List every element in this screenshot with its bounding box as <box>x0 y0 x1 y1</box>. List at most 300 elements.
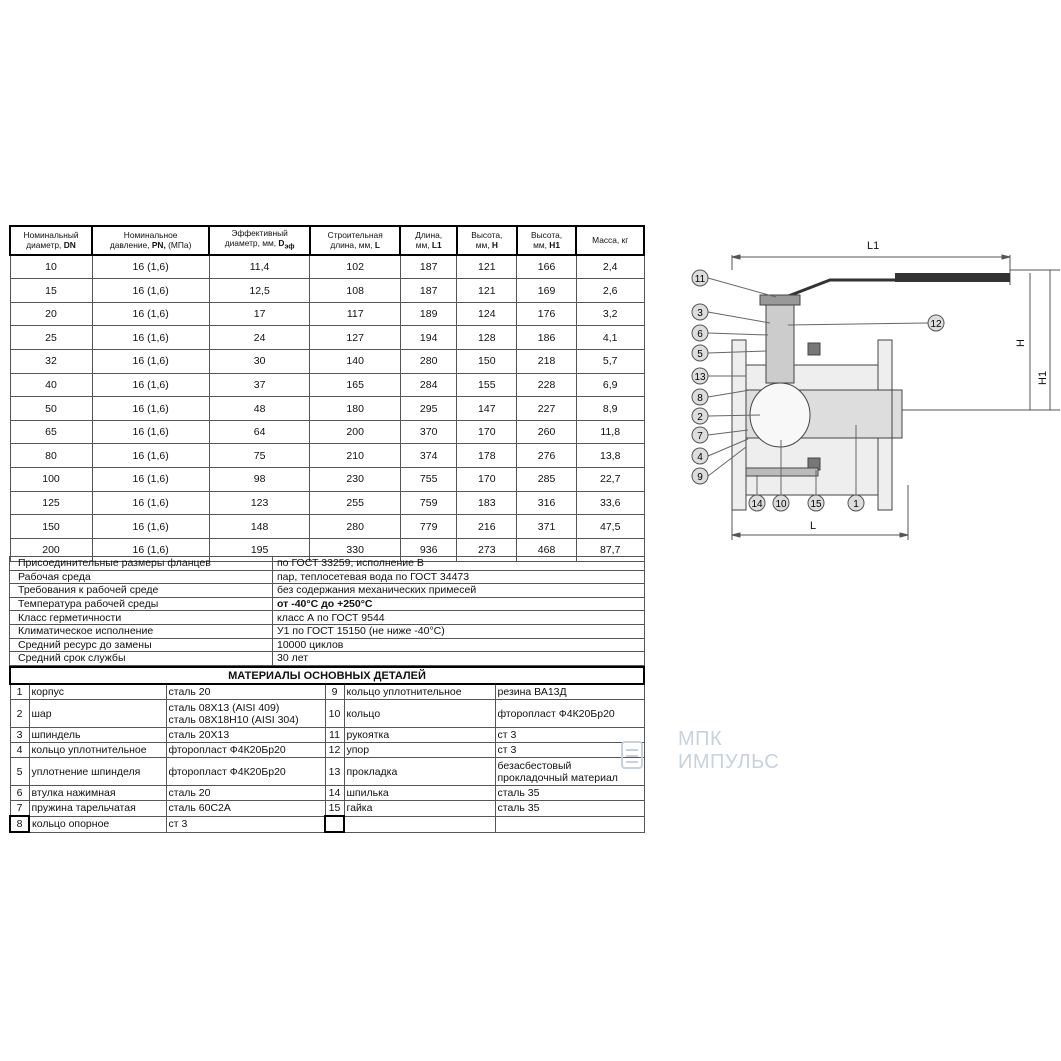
spec-header-text: мм, <box>415 240 432 251</box>
spec-cell: 169 <box>517 279 577 303</box>
spec-cell: 16 (1,6) <box>92 326 209 350</box>
part-number <box>325 743 344 758</box>
part-name-text: шпилька <box>346 787 389 799</box>
spec-cell: 284 <box>400 373 457 397</box>
spec-cell: 195 <box>209 538 310 562</box>
spec-cell: 936 <box>400 538 457 562</box>
spec-cell: 189 <box>400 302 457 326</box>
property-row <box>10 624 645 638</box>
part-name <box>29 816 166 832</box>
spec-cell: 276 <box>517 444 577 468</box>
part-name <box>29 728 166 743</box>
part-number-text: 7 <box>16 802 23 814</box>
spec-header-text: мм, <box>475 240 492 251</box>
spec-row <box>10 397 644 421</box>
part-name-text: шпиндель <box>31 729 81 741</box>
spec-row <box>10 468 644 492</box>
spec-header-line-1: Номинальное <box>123 230 178 241</box>
spec-cell: 187 <box>400 255 457 279</box>
spec-header-suffix: эф <box>284 243 295 251</box>
spec-cell: 20 <box>10 302 92 326</box>
watermark-line-2: ИМПУЛЬС <box>678 751 780 773</box>
spec-header-cell <box>400 226 457 255</box>
part-name-text: кольцо <box>346 707 381 720</box>
spec-cell: 16 (1,6) <box>92 397 209 421</box>
svg-text:4: 4 <box>697 452 703 463</box>
watermark <box>648 728 779 774</box>
svg-text:11: 11 <box>694 274 706 285</box>
spec-cell: 37 <box>209 373 310 397</box>
part-material <box>495 684 644 700</box>
spec-body <box>10 255 644 562</box>
spec-cell: 17 <box>209 302 310 326</box>
watermark-line-1: МПК <box>678 728 723 750</box>
spec-cell: 150 <box>457 350 517 374</box>
spec-header-line-2 <box>520 240 574 250</box>
part-name <box>344 758 495 786</box>
part-name <box>344 684 495 700</box>
part-number-text: 12 <box>328 744 341 756</box>
spec-header-cell <box>10 226 92 255</box>
part-name-text: корпус <box>31 686 64 698</box>
spec-header-line-1: Масса, кг <box>592 235 629 246</box>
property-value: У1 по ГОСТ 15150 (не ниже -40°С) <box>273 624 645 638</box>
spec-header-text: длина, мм, <box>330 240 375 251</box>
spec-cell: 40 <box>10 373 92 397</box>
material-line: сталь 20 <box>168 787 211 799</box>
spec-cell: 779 <box>400 515 457 539</box>
part-name-text: рукоятка <box>346 729 390 741</box>
spec-cell: 16 (1,6) <box>92 420 209 444</box>
spec-cell: 2,6 <box>576 279 644 303</box>
part-number <box>325 786 344 801</box>
materials-title: МАТЕРИАЛЫ ОСНОВНЫХ ДЕТАЛЕЙ <box>10 667 644 684</box>
spec-cell: 16 (1,6) <box>92 515 209 539</box>
part-material <box>495 786 644 801</box>
part-material <box>166 700 325 728</box>
spec-cell: 3,2 <box>576 302 644 326</box>
spec-cell: 468 <box>517 538 577 562</box>
spec-cell: 16 (1,6) <box>92 279 209 303</box>
part-number-text: 9 <box>331 686 338 698</box>
property-label: Класс герметичности <box>10 611 273 625</box>
property-label: Средний ресурс до замены <box>10 638 273 652</box>
spec-cell: 280 <box>400 350 457 374</box>
spec-cell: 121 <box>457 255 517 279</box>
property-label: Рабочая среда <box>10 570 273 584</box>
part-name <box>29 801 166 817</box>
material-line: сталь 60С2А <box>168 802 231 815</box>
spec-cell: 165 <box>310 373 400 397</box>
materials-table <box>9 666 645 833</box>
spec-cell: 16 (1,6) <box>92 468 209 492</box>
part-name <box>29 758 166 786</box>
svg-text:10: 10 <box>775 499 787 510</box>
spec-cell: 33,6 <box>576 491 644 515</box>
material-line: фторопласт Ф4К20Бр20 <box>497 707 615 720</box>
part-material <box>495 700 644 728</box>
part-name <box>344 728 495 743</box>
spec-header-line-1: Высота, <box>471 230 503 241</box>
part-name-text: гайка <box>346 802 373 815</box>
spec-header-line-2 <box>13 240 89 250</box>
spec-cell: 75 <box>209 444 310 468</box>
part-number-text: 1 <box>16 686 23 698</box>
part-name <box>29 786 166 801</box>
dim-H1-label: H1 <box>1037 370 1049 385</box>
part-name-text: втулка нажимная <box>31 787 116 799</box>
spec-cell: 13,8 <box>576 444 644 468</box>
spec-header-line-1: Эффективный <box>231 228 288 238</box>
spec-header-suffix: (МПа) <box>165 240 192 251</box>
part-name-text: пружина тарельчатая <box>31 802 136 815</box>
dim-L1-label: L1 <box>867 240 880 252</box>
property-label: Требования к рабочей среде <box>10 584 273 598</box>
part-number <box>325 728 344 743</box>
spec-cell: 218 <box>517 350 577 374</box>
part-number-text: 13 <box>328 765 341 778</box>
spec-cell: 316 <box>517 491 577 515</box>
part-material <box>495 801 644 817</box>
part-material <box>166 758 325 786</box>
spec-header-line-2 <box>95 240 206 250</box>
material-line: сталь 35 <box>497 787 540 799</box>
spec-header-cell <box>92 226 209 255</box>
spec-header-symbol: D <box>278 238 285 248</box>
spec-cell: 80 <box>10 444 92 468</box>
spec-cell: 16 (1,6) <box>92 444 209 468</box>
spec-header-line-2 <box>212 238 307 253</box>
svg-text:1: 1 <box>853 499 859 510</box>
property-label: Средний срок службы <box>10 652 273 666</box>
property-value: без содержания механических примесей <box>273 584 645 598</box>
property-label: Климатическое исполнение <box>10 624 273 638</box>
spec-cell: 178 <box>457 444 517 468</box>
spec-cell: 2,4 <box>576 255 644 279</box>
spec-cell: 759 <box>400 491 457 515</box>
spec-cell: 230 <box>310 468 400 492</box>
spec-header-cell <box>517 226 577 255</box>
spec-header-symbol: L1 <box>431 240 442 251</box>
spec-header-cell <box>457 226 517 255</box>
spec-cell: 295 <box>400 397 457 421</box>
svg-text:14: 14 <box>751 499 763 510</box>
part-name <box>29 684 166 700</box>
part-material <box>166 684 325 700</box>
material-row <box>10 728 644 743</box>
part-number-text: 2 <box>16 707 23 720</box>
part-name-text: уплотнение шпинделя <box>31 765 141 778</box>
part-name <box>344 786 495 801</box>
spec-row <box>10 444 644 468</box>
spec-cell: 374 <box>400 444 457 468</box>
spec-cell: 200 <box>310 420 400 444</box>
spec-cell: 25 <box>10 326 92 350</box>
part-name-text: упор <box>346 744 370 756</box>
part-number <box>325 684 344 700</box>
spec-header-cell <box>209 226 310 255</box>
part-name <box>29 743 166 758</box>
property-value: 10000 циклов <box>273 638 645 652</box>
spec-header-line-1: Строительная <box>327 230 383 241</box>
ball-valve-drawing <box>680 225 1060 545</box>
spec-row <box>10 420 644 444</box>
spec-cell: 147 <box>457 397 517 421</box>
handle-shape <box>765 273 1010 305</box>
spec-cell: 186 <box>517 326 577 350</box>
spec-cell: 183 <box>457 491 517 515</box>
part-name-text: прокладка <box>346 765 398 778</box>
part-number-text: 4 <box>16 744 23 756</box>
spec-header-row <box>10 226 644 255</box>
material-line: ст 3 <box>497 744 517 756</box>
spec-row <box>10 326 644 350</box>
callout-3 <box>692 304 770 323</box>
part-number-text: 8 <box>16 818 23 830</box>
part-number <box>325 801 344 817</box>
property-value: 30 лет <box>273 652 645 666</box>
spec-cell: 10 <box>10 255 92 279</box>
spec-cell: 128 <box>457 326 517 350</box>
part-name <box>344 743 495 758</box>
spec-cell: 47,5 <box>576 515 644 539</box>
part-number <box>10 728 29 743</box>
spec-cell: 48 <box>209 397 310 421</box>
svg-text:15: 15 <box>810 499 822 510</box>
spec-cell: 285 <box>517 468 577 492</box>
spec-cell: 98 <box>209 468 310 492</box>
spec-cell: 108 <box>310 279 400 303</box>
spec-cell: 127 <box>310 326 400 350</box>
spec-cell: 227 <box>517 397 577 421</box>
part-material <box>166 816 325 832</box>
property-row <box>10 557 645 571</box>
svg-text:2: 2 <box>697 412 703 423</box>
material-line: ст 3 <box>497 729 517 741</box>
part-name <box>344 700 495 728</box>
spec-row <box>10 279 644 303</box>
spec-header-cell <box>576 226 644 255</box>
spec-cell: 11,4 <box>209 255 310 279</box>
material-line: прокладочный материал <box>497 771 618 784</box>
svg-text:12: 12 <box>930 319 942 330</box>
part-number-text: 15 <box>328 802 341 814</box>
spec-cell: 210 <box>310 444 400 468</box>
spec-row <box>10 515 644 539</box>
part-number-text: 11 <box>329 729 340 741</box>
spec-cell: 4,1 <box>576 326 644 350</box>
property-row <box>10 597 645 611</box>
dim-L-label: L <box>810 520 817 532</box>
spec-cell: 170 <box>457 468 517 492</box>
part-number <box>325 816 344 832</box>
spec-cell: 50 <box>10 397 92 421</box>
property-label: Присоединительные размеры фланцев <box>10 557 273 571</box>
spec-header-line-2 <box>460 240 514 250</box>
materials-title-row <box>10 667 644 684</box>
material-line: безасбестовый <box>497 759 572 772</box>
property-value: по ГОСТ 33259, исполнение В <box>273 557 645 571</box>
spec-cell: 200 <box>10 538 92 562</box>
spec-cell: 64 <box>209 420 310 444</box>
spec-cell: 87,7 <box>576 538 644 562</box>
spec-cell: 166 <box>517 255 577 279</box>
part-number <box>325 700 344 728</box>
material-row <box>10 684 644 700</box>
property-row <box>10 652 645 666</box>
part-name <box>344 801 495 817</box>
spec-cell: 15 <box>10 279 92 303</box>
spec-cell: 121 <box>457 279 517 303</box>
spec-cell: 5,7 <box>576 350 644 374</box>
spec-cell: 194 <box>400 326 457 350</box>
spec-cell: 16 (1,6) <box>92 255 209 279</box>
spec-header-line-1: Высота, <box>531 230 563 241</box>
spec-cell: 187 <box>400 279 457 303</box>
material-line: фторопласт Ф4К20Бр20 <box>168 765 286 778</box>
material-row <box>10 743 644 758</box>
part-name-text: кольцо опорное <box>32 818 110 830</box>
spec-header-symbol: H <box>491 240 498 251</box>
dim-H-label: H <box>1015 339 1027 347</box>
callout-5 <box>692 345 766 361</box>
spec-cell: 228 <box>517 373 577 397</box>
spec-cell: 255 <box>310 491 400 515</box>
svg-text:7: 7 <box>697 431 703 442</box>
material-line: сталь 08Х13 (AISI 409) <box>168 701 280 714</box>
spec-cell: 16 (1,6) <box>92 491 209 515</box>
spec-cell: 24 <box>209 326 310 350</box>
spec-cell: 371 <box>517 515 577 539</box>
spec-cell: 124 <box>457 302 517 326</box>
material-line: резина ВА13Д <box>497 686 567 698</box>
part-number <box>10 758 29 786</box>
spec-header-symbol: DN <box>63 240 76 251</box>
material-line: ст 3 <box>168 818 188 830</box>
spec-table <box>9 225 645 562</box>
part-material <box>166 743 325 758</box>
spec-header-text: мм, <box>533 240 550 251</box>
svg-text:13: 13 <box>694 372 706 383</box>
spec-cell: 12,5 <box>209 279 310 303</box>
spec-cell: 11,8 <box>576 420 644 444</box>
callout-11 <box>692 270 776 297</box>
property-row <box>10 584 645 598</box>
part-number-text: 3 <box>16 729 23 741</box>
material-line: сталь 35 <box>497 802 540 815</box>
svg-text:9: 9 <box>697 472 703 483</box>
part-material <box>166 786 325 801</box>
svg-text:6: 6 <box>697 329 703 340</box>
spec-cell: 16 (1,6) <box>92 373 209 397</box>
spec-header-line-1: Номинальный <box>23 230 79 241</box>
part-name-text: кольцо уплотнительное <box>31 744 147 756</box>
spec-cell: 16 (1,6) <box>92 302 209 326</box>
spec-cell: 32 <box>10 350 92 374</box>
material-row <box>10 786 644 801</box>
svg-text:3: 3 <box>697 308 703 319</box>
part-number <box>10 743 29 758</box>
property-label: Температура рабочей среды <box>10 597 273 611</box>
spec-row <box>10 373 644 397</box>
property-value: от -40°С до +250°С <box>273 597 645 611</box>
material-row <box>10 816 644 832</box>
part-name <box>344 816 495 832</box>
spec-cell: 155 <box>457 373 517 397</box>
part-number <box>325 758 344 786</box>
material-row <box>10 700 644 728</box>
spec-cell: 370 <box>400 420 457 444</box>
spec-header-line-2 <box>313 240 397 250</box>
spec-cell: 16 (1,6) <box>92 538 209 562</box>
spec-row <box>10 302 644 326</box>
spec-cell: 216 <box>457 515 517 539</box>
spec-cell: 150 <box>10 515 92 539</box>
part-number <box>10 684 29 700</box>
svg-text:8: 8 <box>697 393 703 404</box>
spec-header-symbol: PN, <box>151 240 166 251</box>
material-line: фторопласт Ф4К20Бр20 <box>168 744 286 756</box>
spec-row <box>10 255 644 279</box>
spec-cell: 125 <box>10 491 92 515</box>
material-line: сталь 08Х18Н10 (AISI 304) <box>168 713 299 726</box>
spec-cell: 755 <box>400 468 457 492</box>
part-number-text: 5 <box>16 765 23 778</box>
spec-row <box>10 491 644 515</box>
spec-cell: 148 <box>209 515 310 539</box>
svg-text:5: 5 <box>697 349 703 360</box>
part-material <box>495 816 644 832</box>
spec-cell: 8,9 <box>576 397 644 421</box>
spec-header-symbol: L <box>374 240 381 251</box>
spec-cell: 30 <box>209 350 310 374</box>
spec-cell: 170 <box>457 420 517 444</box>
part-name <box>29 700 166 728</box>
spec-cell: 100 <box>10 468 92 492</box>
part-material <box>166 801 325 817</box>
spec-cell: 117 <box>310 302 400 326</box>
property-row <box>10 570 645 584</box>
spec-header-text: диаметр, мм, <box>224 238 279 248</box>
callout-6 <box>692 325 768 341</box>
spec-header-symbol: H1 <box>549 240 560 251</box>
spec-header-cell <box>310 226 400 255</box>
part-number-text: 14 <box>328 787 341 799</box>
part-number <box>10 786 29 801</box>
property-row <box>10 611 645 625</box>
spec-cell: 16 (1,6) <box>92 350 209 374</box>
spec-cell: 260 <box>517 420 577 444</box>
spec-header-line-1: Длина, <box>415 230 443 241</box>
spec-row <box>10 350 644 374</box>
part-number-text: 10 <box>328 707 341 720</box>
spec-cell: 6,9 <box>576 373 644 397</box>
spec-cell: 140 <box>310 350 400 374</box>
spec-cell: 180 <box>310 397 400 421</box>
property-value: пар, теплосетевая вода по ГОСТ 34473 <box>273 570 645 584</box>
material-row <box>10 758 644 786</box>
part-name-text: шар <box>31 707 52 720</box>
spec-header-text: давление, <box>109 240 152 251</box>
spec-header-text: диаметр, <box>26 240 64 251</box>
spec-cell: 123 <box>209 491 310 515</box>
part-name-text: кольцо уплотнительное <box>346 686 462 698</box>
material-line: сталь 20 <box>168 686 211 698</box>
spec-cell: 102 <box>310 255 400 279</box>
spec-cell: 176 <box>517 302 577 326</box>
property-row <box>10 638 645 652</box>
property-value: класс А по ГОСТ 9544 <box>273 611 645 625</box>
